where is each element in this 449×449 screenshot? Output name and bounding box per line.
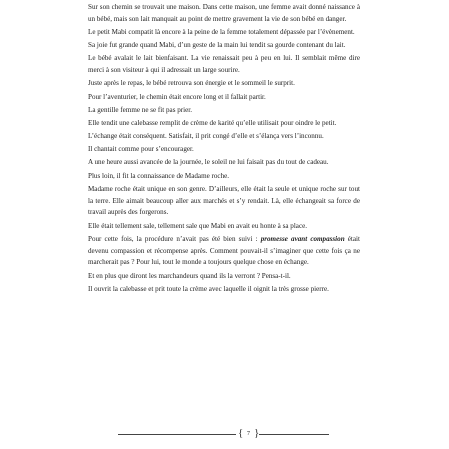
paragraph: Il chantait comme pour s’encourager.	[88, 145, 194, 154]
footer-close-bracket: }	[254, 427, 260, 439]
page-footer	[88, 429, 360, 439]
paragraph: Madame roche était unique en son genre. D’ailleurs, elle était la seule et unique roche sur tout la terre. Elle aimait beaucoup aller aux marchés et s’y rendait. Là, elle échangeait sa force de travail auprès des forgerons.	[88, 184, 360, 217]
footer-rule-left	[118, 434, 236, 435]
paragraph: La gentille femme ne se fit pas prier.	[88, 105, 193, 114]
paragraph: Sa joie fut grande quand Mabi, d’un geste de la main lui tendit sa gourde contenant du lait.	[88, 41, 346, 50]
paragraph: Et en plus que diront les marchandeurs quand ils la verront ? Pensa-t-il.	[88, 271, 291, 280]
paragraph: Elle était tellement sale, tellement sale que Mabi en avait eu honte à sa place.	[88, 221, 308, 230]
paragraph: A une heure aussi avancée de la journée, le soleil ne lui faisait pas du tout de cadeau.	[88, 158, 329, 167]
paragraph-text-after: était devenu compassion et récompense après. Comment pouvait-il s’imaginer que cette fois ça ne marcherait pas ? Pour lui, tout le monde a toujours quelque chose en échange.	[88, 234, 360, 267]
paragraph: Il ouvrit la calebasse et prit toute la crème avec laquelle il oignit la très grosse pierre.	[88, 284, 329, 293]
story-text	[88, 2, 360, 297]
paragraph: Elle tendit une calebasse remplit de crème de karité qu’elle utilisait pour oindre le petit.	[88, 118, 337, 127]
paragraph: Plus loin, il fit la connaissance de Madame roche.	[88, 171, 230, 180]
footer-rule-right	[259, 434, 329, 435]
paragraph-text-before: Pour cette fois, la procédure n’avait pas été bien suivi :	[88, 234, 261, 243]
paragraph: Juste après le repas, le bébé retrouva son énergie et le sommeil le surprit.	[88, 79, 295, 88]
emphasized-phrase: promesse avant compassion	[260, 234, 345, 243]
paragraph-with-emphasis	[88, 234, 360, 269]
paragraph: Le bébé avalait le lait bienfaisant. La vie renaissait peu à peu en lui. Il semblait même dire merci à son visiteur à qui il adressait un large sourire.	[88, 54, 360, 75]
paragraph: L’échange était conséquent. Satisfait, il prit congé d’elle et s’élança vers l’inconnu.	[88, 132, 324, 141]
footer-open-bracket: {	[238, 427, 244, 439]
page-number: 7	[247, 431, 250, 437]
paragraph: Pour l’aventurier, le chemin était encore long et il fallait partir.	[88, 92, 266, 101]
paragraph: Le petit Mabi compatit là encore à la peine de la femme totalement dépassée par l’évènement.	[88, 27, 355, 36]
paragraph: Sur son chemin se trouvait une maison. Dans cette maison, une femme avait donné naissance à un bébé, mais son lait manquait au point de mettre gravement la vie de son bébé en danger.	[88, 3, 360, 23]
